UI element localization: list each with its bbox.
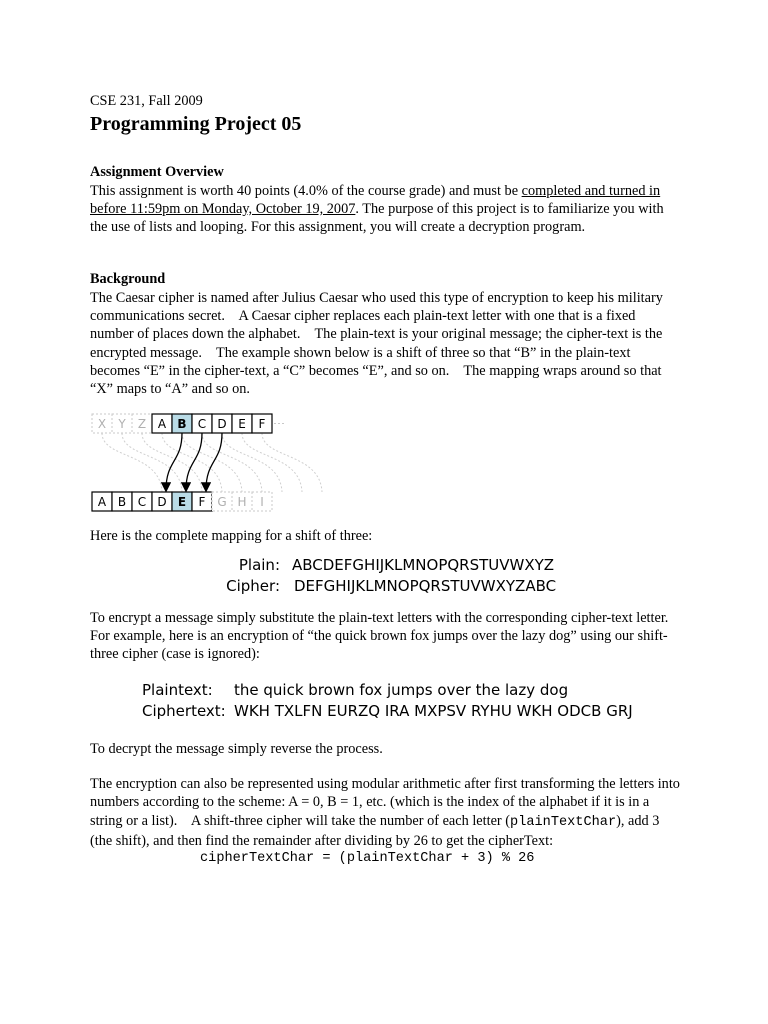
course-label: CSE 231, Fall 2009 [90, 93, 203, 109]
overview-text-before: This assignment is worth 40 points (4.0% of the course grade) and must be [90, 182, 522, 199]
cipher-row [210, 576, 680, 597]
plain-cell-f [252, 414, 272, 433]
cipher-cell-a [92, 492, 112, 511]
cipher-letter: D [157, 494, 167, 509]
plain-cell-z [132, 414, 152, 433]
guide-line [262, 433, 322, 492]
plain-cell-e [232, 414, 252, 433]
shift-mapping-table [210, 555, 680, 597]
cipher-letter: H [237, 494, 247, 509]
caesar-shift-diagram [90, 409, 330, 517]
cipher-alphabet: DEFGHIJKLMNOPQRSTUVWXYZABC [294, 576, 557, 595]
mapping-intro: Here is the complete mapping for a shift of three: [90, 527, 373, 544]
encryption-example [142, 680, 680, 722]
modular-text-before: The encryption can also be represented using modular arithmetic after first transforming the letters into numbers according to the scheme: A = 0, B = 1, etc. (which is the index of the alphabet if it is in a string or a list). A shift-three cipher will take the number of each letter ( [90, 776, 684, 829]
modular-text-after: ), add 3 (the shift), and then find the remainder after dividing by 26 to get the cipherText: [90, 812, 663, 849]
plain-letter: X [97, 416, 107, 431]
plain-cell-b [172, 414, 192, 433]
plain-letter: Z [137, 416, 147, 431]
overview-heading: Assignment Overview [90, 164, 224, 181]
modular-paragraph [90, 775, 684, 850]
document-page [90, 92, 684, 869]
plain-alphabet: ABCDEFGHIJKLMNOPQRSTUVWXYZ [292, 555, 555, 574]
background-paragraph: The Caesar cipher is named after Julius Caesar who used this type of encryption to keep his military communications secret. A Caesar cipher replaces each plain-text letter with one that is a fixed number of places down the alphabet. The plain-text is your original message; the cipher-text is the encrypted message. The example shown below is a shift of three so that “B” in the plain-text becomes “E” in the cipher-text, a “C” becomes “E”, and so on. The mapping wraps around so that “X” maps to “A” and so on. [90, 289, 667, 398]
cipher-cell-b [112, 492, 132, 511]
cipher-cell-g [212, 492, 232, 511]
plain-letter: E [238, 416, 246, 431]
guide-line [102, 433, 162, 492]
plain-cell-y [112, 414, 132, 433]
plain-letter: D [217, 416, 227, 431]
guide-line [202, 433, 262, 492]
page-title: Programming Project 05 [90, 113, 302, 136]
plaintext-row [142, 680, 680, 701]
cipher-letter: C [137, 494, 147, 509]
guide-line [242, 433, 302, 492]
overview-paragraph [90, 182, 680, 237]
ciphertext-value: WKH TXLFN EURZQ IRA MXPSV RYHU WKH ODCB GRJ [234, 701, 633, 720]
cipher-label: Cipher: [226, 576, 280, 595]
cipher-cell-d [152, 492, 172, 511]
plain-cell-x [92, 414, 112, 433]
plain-letter: F [258, 416, 266, 431]
cipher-cell-f [192, 492, 212, 511]
cipher-cell-c [132, 492, 152, 511]
plain-letter: B [177, 416, 187, 431]
cipher-letter: B [117, 494, 127, 509]
overview-text-after: . The purpose of this project is to familiarize you with the use of lists and looping. For this assignment, you will create a decryption program. [90, 200, 664, 236]
plain-row [210, 555, 680, 576]
background-heading: Background [90, 271, 166, 288]
caesar-shift-figure [90, 409, 330, 517]
plaintextchar-code: plainTextChar [510, 814, 617, 830]
cipher-cell-i [252, 492, 272, 511]
cipher-letter: E [177, 494, 187, 509]
guide-line [182, 433, 242, 492]
plaintext-value: the quick brown fox jumps over the lazy dog [234, 680, 569, 699]
cipher-cell-e [172, 492, 192, 511]
guide-line [222, 433, 282, 492]
due-date-text: completed and turned in before 11:59pm on Monday, October 19, 2007 [90, 182, 661, 217]
cipher-letter: I [260, 494, 264, 509]
plain-cell-d [212, 414, 232, 433]
ciphertext-label: Ciphertext: [142, 701, 226, 720]
decrypt-paragraph: To decrypt the message simply reverse the process. [90, 740, 383, 757]
cipher-cell-h [232, 492, 252, 511]
cipher-letter: A [97, 494, 107, 509]
plaintext-label: Plaintext: [142, 680, 213, 699]
encrypt-paragraph: To encrypt a message simply substitute the plain-text letters with the corresponding cipher-text letter. For example, here is an encryption of “the quick brown fox jumps over the lazy dog” using our shift-three cipher (case is ignored): [90, 609, 683, 663]
plain-letter: Y [118, 416, 126, 431]
plain-cell-c [192, 414, 212, 433]
plain-letter: C [197, 416, 207, 431]
plain-cell-a [152, 414, 172, 433]
cipher-letter: F [198, 494, 206, 509]
plain-letter: A [157, 416, 167, 431]
plain-label: Plain: [238, 555, 280, 574]
cipher-letter: G [217, 494, 227, 509]
formula-code: cipherTextChar = (plainTextChar + 3) % 26 [200, 851, 535, 867]
ciphertext-row [142, 701, 680, 722]
